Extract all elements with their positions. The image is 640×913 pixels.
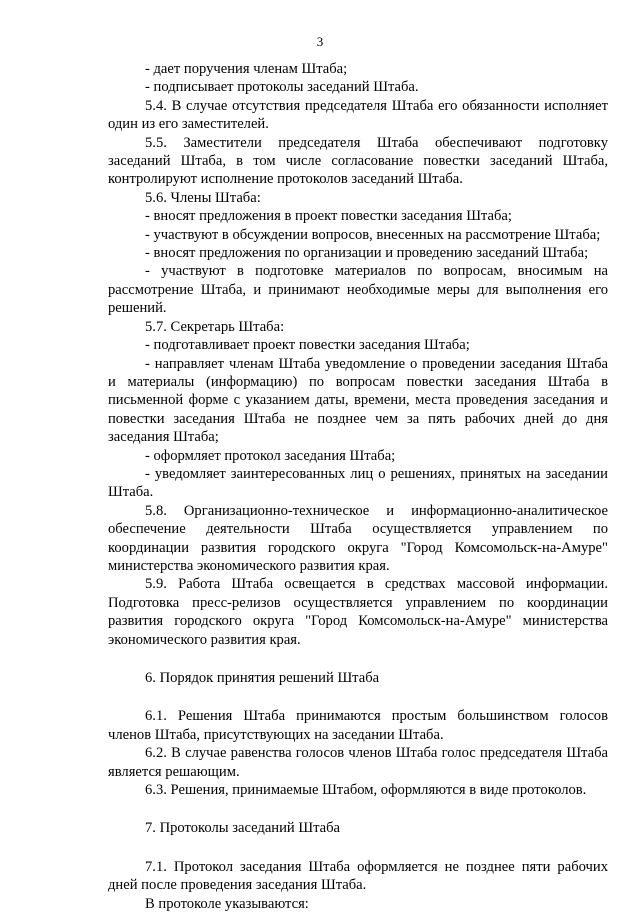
paragraph: - участвуют в обсуждении вопросов, внесенных на рассмотрение Штаба; [145, 226, 601, 243]
document-body [108, 60, 608, 913]
page-number: 3 [316, 34, 324, 49]
spacer [108, 799, 608, 819]
paragraph: 5.5. Заместители председателя Штаба обеспечивают подготовку заседаний Штаба, в том числе согласование повестки заседаний Штаба, контролируют исполнение протоколов заседаний Штаба. [108, 134, 608, 188]
paragraph: 5.8. Организационно-техническое и информационно-аналитическое обеспечение деятельности Штаба осуществляется управлением по координации развития городского округа "Город Комсомольск-на-Амуре" министерства экономического развития края. [108, 502, 608, 574]
paragraph: - вносят предложения в проект повестки заседания Штаба; [145, 208, 512, 225]
paragraph: - подписывает протоколы заседаний Штаба. [145, 79, 419, 96]
paragraph: 5.9. Работа Штаба освещается в средствах массовой информации. Подготовка пресс-релизов осуществляется управлением по координации развития городского округа "Город Комсомольск-на-Амуре" министерства экономического развития края. [108, 576, 608, 648]
paragraph: 5.4. В случае отсутствия председателя Штаба его обязанности исполняет один из его заместителей. [108, 97, 608, 133]
paragraph: - направляет членам Штаба уведомление о проведении заседания Штаба и материалы (информацию) по вопросам повестки заседания Штаба в письменной форме с указанием даты, времени, места проведения заседания и повестки заседания Штаба не позднее чем за пять рабочих дней до дня заседания Штаба; [108, 355, 608, 446]
paragraph: 6.3. Решения, принимаемые Штабом, оформляются в виде протоколов. [145, 782, 587, 799]
section-heading: 6. Порядок принятия решений Штаба [145, 670, 380, 686]
paragraph: 5.6. Члены Штаба: [145, 189, 261, 206]
spacer [108, 838, 608, 858]
paragraph: 7.1. Протокол заседания Штаба оформляется не позднее пяти рабочих дней после проведения заседания Штаба. [108, 858, 608, 894]
paragraph: - вносят предложения по организации и проведению заседаний Штаба; [145, 245, 589, 262]
paragraph: 6.2. В случае равенства голосов членов Штаба голос председателя Штаба является решающим. [108, 745, 608, 780]
paragraph: В протоколе указываются: [145, 895, 309, 912]
paragraph: - дает поручения членам Штаба; [145, 61, 348, 77]
spacer [108, 649, 608, 669]
section-heading: 7. Протоколы заседаний Штаба [145, 820, 341, 837]
paragraph: - подготавливает проект повестки заседания Штаба; [145, 337, 470, 354]
paragraph: - уведомляет заинтересованных лиц о решениях, принятых на заседании Штаба. [108, 465, 608, 501]
spacer [108, 687, 608, 707]
paragraph: 6.1. Решения Штаба принимаются простым большинством голосов членов Штаба, присутствующих на заседании Штаба. [108, 708, 608, 743]
paragraph: - оформляет протокол заседания Штаба; [145, 447, 396, 464]
paragraph: - участвуют в подготовке материалов по вопросам, вносимым на рассмотрение Штаба, и принимают необходимые меры для выполнения его решений. [108, 263, 608, 317]
paragraph: 5.7. Секретарь Штаба: [145, 318, 285, 335]
